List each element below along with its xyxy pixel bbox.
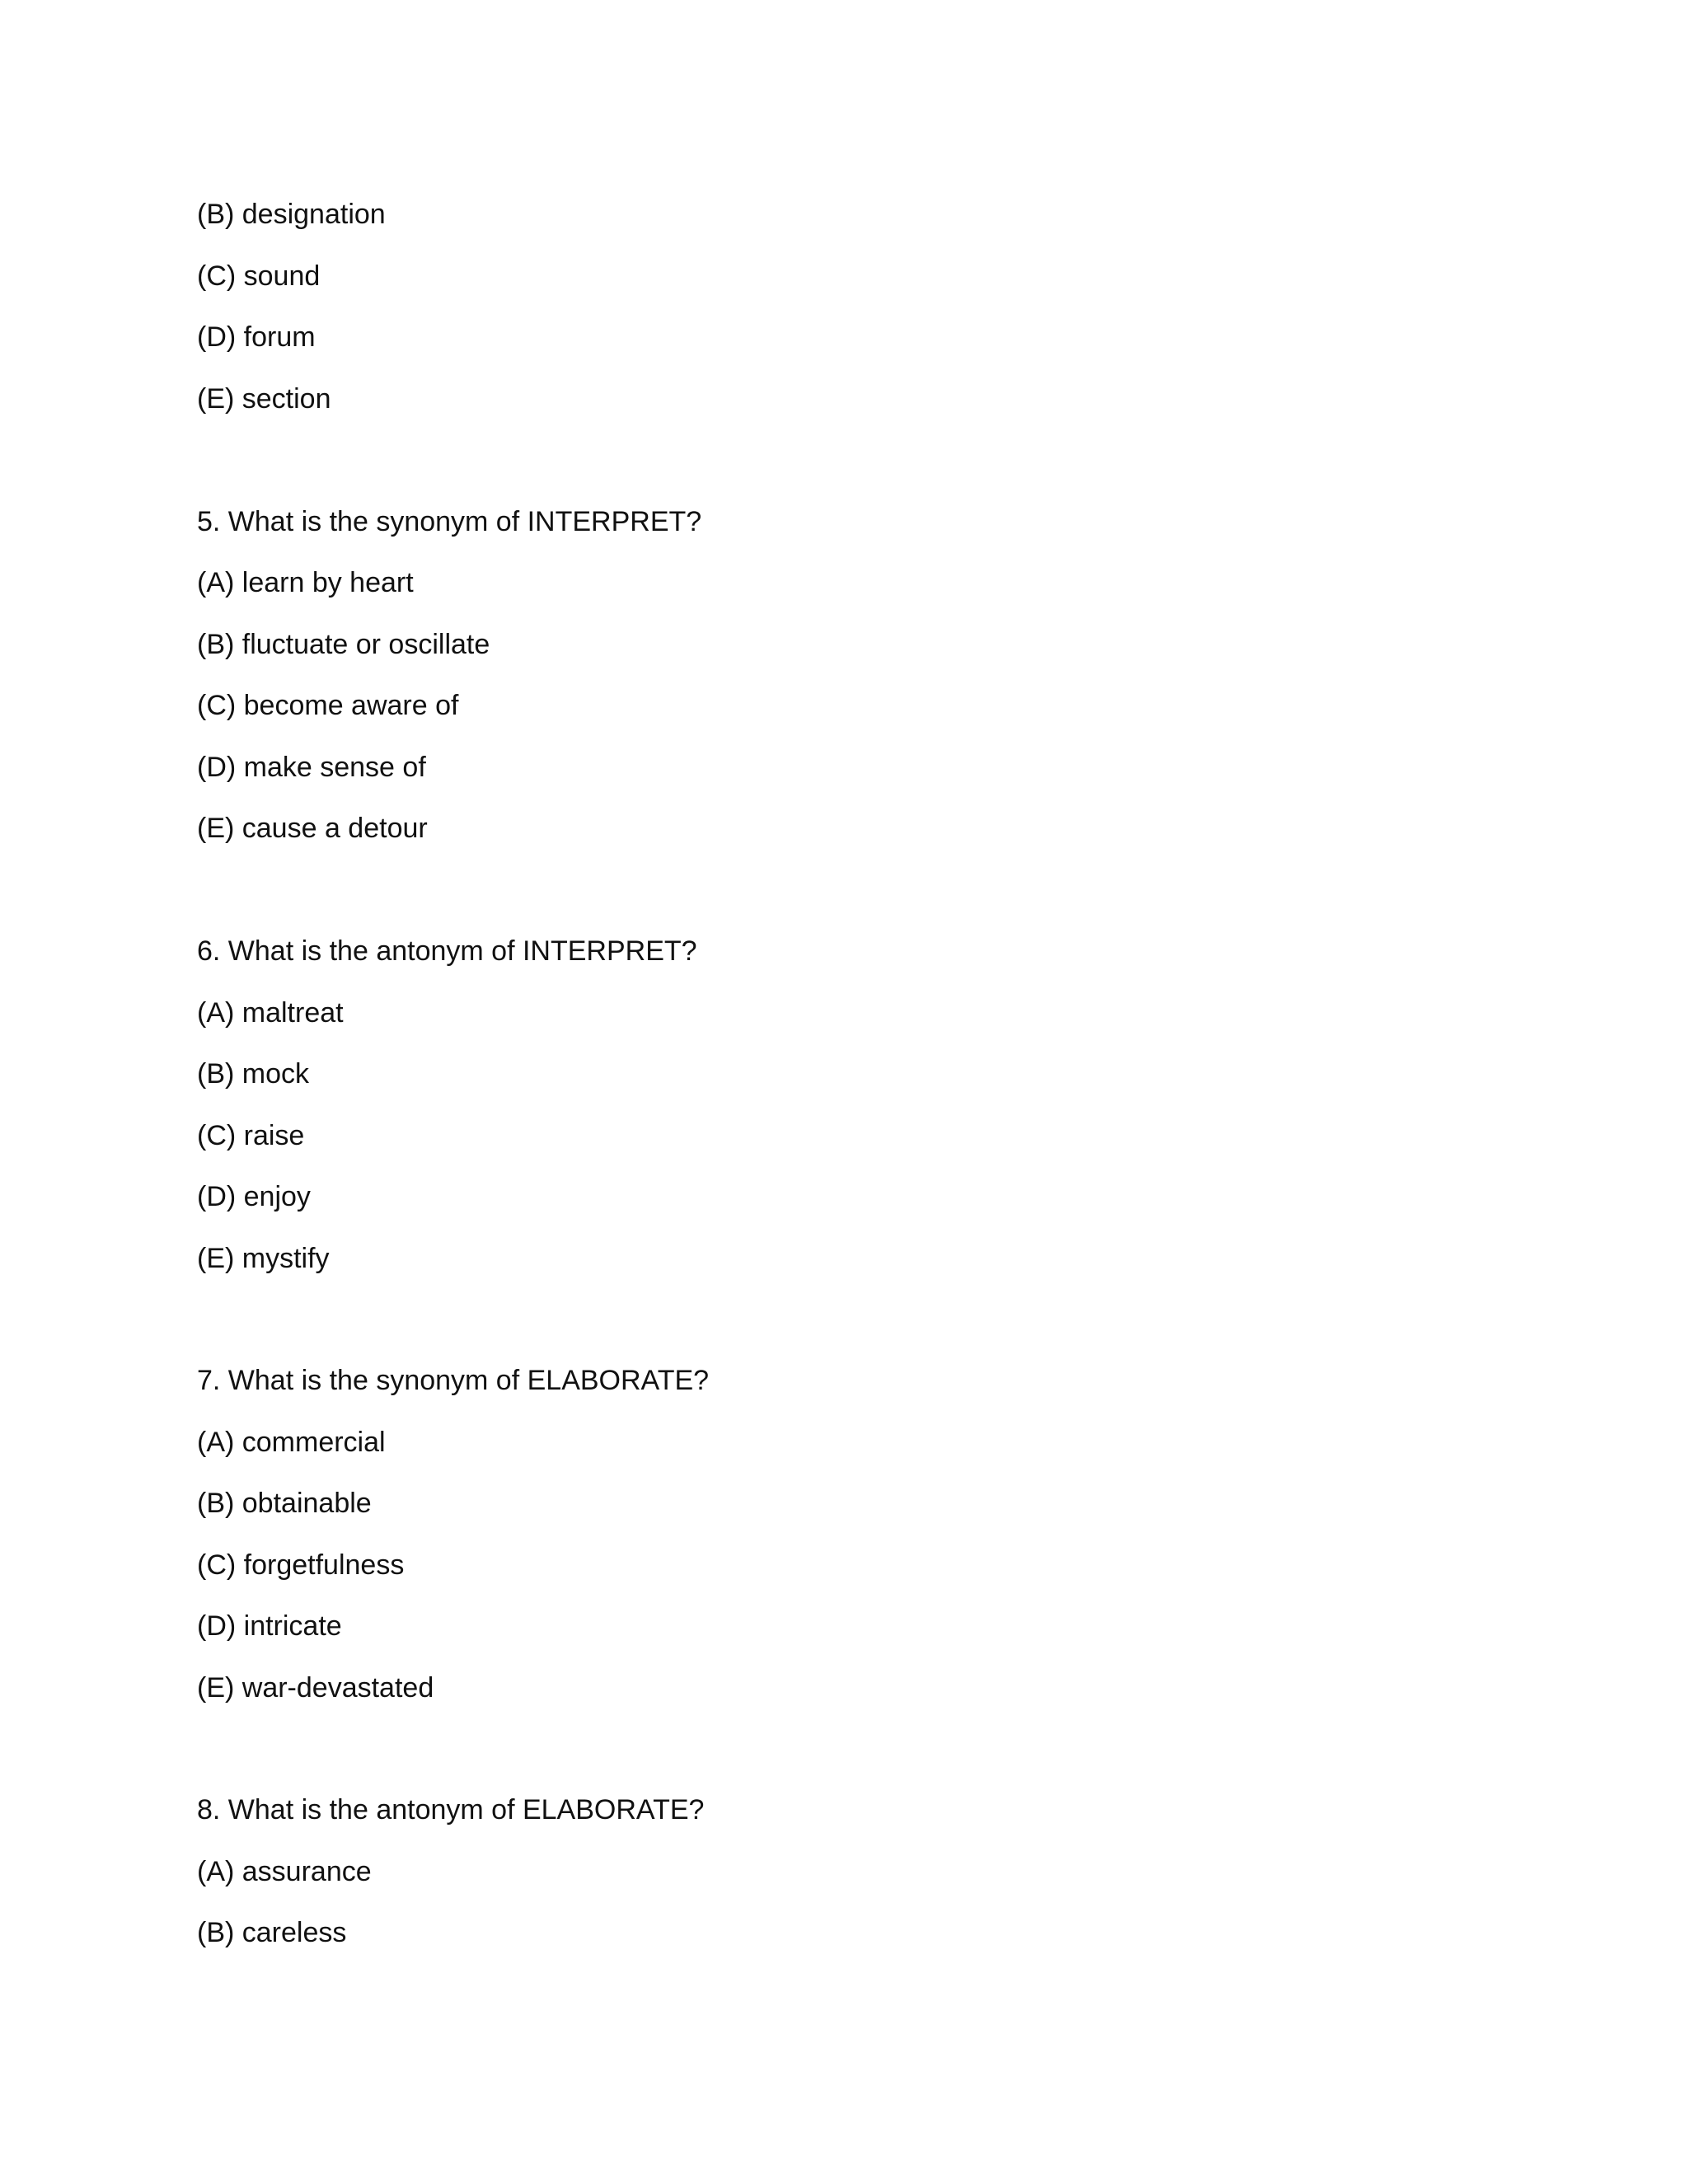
option-text: (B) careless [197, 1917, 347, 1948]
question-prompt: 7. What is the synonym of ELABORATE? [197, 1365, 710, 1396]
option-text: (D) make sense of [197, 752, 426, 783]
option-text: (C) forgetfulness [197, 1549, 405, 1581]
option-text: (B) obtainable [197, 1488, 372, 1519]
option-text: (B) fluctuate or oscillate [197, 629, 490, 660]
option-text: (D) enjoy [197, 1181, 311, 1212]
question-prompt: 5. What is the synonym of INTERPRET? [197, 506, 702, 537]
option-text: (D) intricate [197, 1610, 342, 1642]
option-text: (E) cause a detour [197, 813, 428, 844]
option-text: (C) sound [197, 260, 321, 292]
option-text: (A) assurance [197, 1856, 372, 1887]
option-text: (B) mock [197, 1058, 309, 1090]
option-text: (C) become aware of [197, 690, 459, 721]
option-text: (D) forum [197, 321, 316, 353]
option-text: (C) raise [197, 1120, 305, 1151]
option-text: (A) maltreat [197, 997, 344, 1029]
option-text: (E) section [197, 383, 331, 415]
option-text: (E) war-devastated [197, 1672, 434, 1704]
option-text: (A) learn by heart [197, 567, 414, 598]
option-text: (A) commercial [197, 1427, 386, 1458]
option-text: (E) mystify [197, 1243, 330, 1274]
option-text: (B) designation [197, 199, 386, 230]
question-prompt: 6. What is the antonym of INTERPRET? [197, 935, 697, 967]
question-prompt: 8. What is the antonym of ELABORATE? [197, 1794, 705, 1825]
